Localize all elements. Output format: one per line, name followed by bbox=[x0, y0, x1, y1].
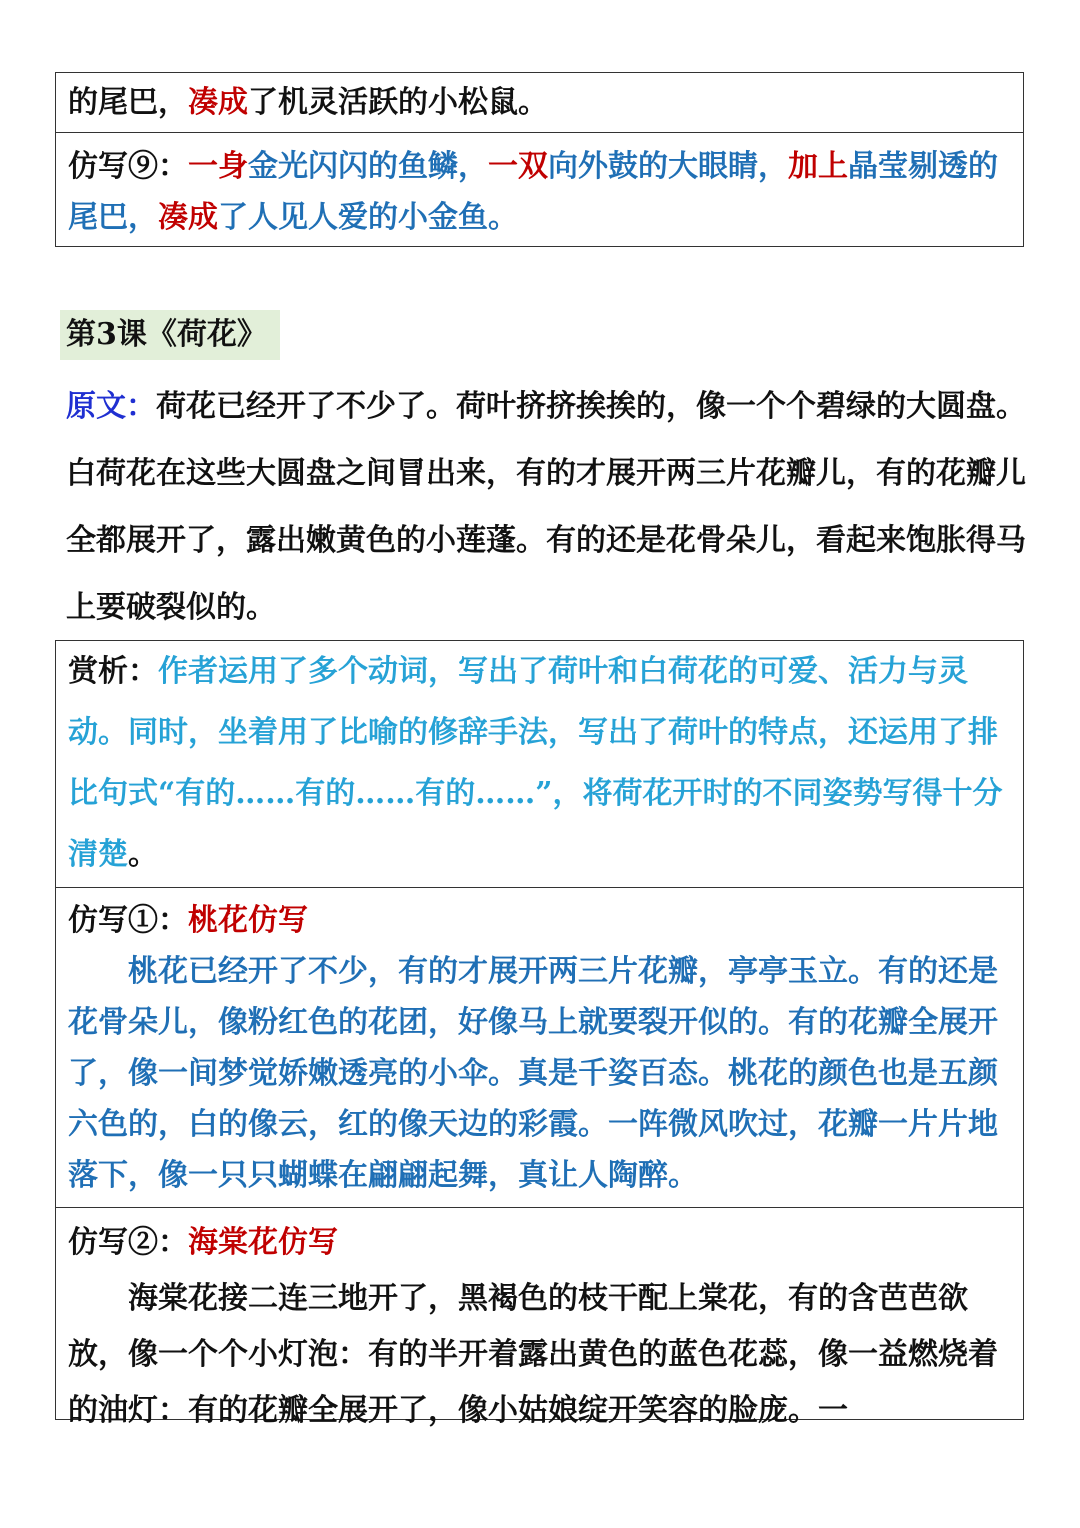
imitation-2 bbox=[56, 1207, 1023, 1439]
imitation-2-text: 海棠花接二连三地开了，黑褐色的枝干配上棠花，有的含芭芭欲放，像一个个小灯泡：有的半开着露出黄色的蓝色花蕊，像一益燃烧着的油灯：有的花瓣全展开了，像小姑娘绽开笑容的脸庞。一 bbox=[68, 1281, 998, 1428]
top-table bbox=[55, 72, 1024, 247]
analysis-label: 赏析： bbox=[68, 654, 158, 689]
imitation-2-heading bbox=[68, 1215, 1011, 1271]
analysis-cell bbox=[56, 641, 1023, 887]
table-row bbox=[56, 73, 1023, 132]
seg: 晶莹剔透的尾巴， bbox=[68, 149, 998, 235]
imitation-1-text: 桃花已经开了不少，有的才展开两三片花瓣，亭亭玉立。有的还是花骨朵儿，像粉红色的花团，好像马上就要裂开似的。有的花瓣全展开了，像一间梦觉娇嫩透亮的小伞。真是千姿百态。桃花的颜色也是五颜六色的，白的像云，红的像天边的彩霞。一阵微风吹过，花瓣一片片地落下，像一只只蝴蝶在翩翩起舞，真让人陶醉。 bbox=[68, 954, 998, 1193]
seg: 一双 bbox=[488, 149, 548, 184]
imitation-1-heading bbox=[68, 895, 1011, 946]
imitation-label: 仿写②： bbox=[68, 1225, 188, 1260]
original-text: 荷花已经开了不少了。荷叶挤挤挨挨的，像一个个碧绿的大圆盘。白荷花在这些大圆盘之间冒出来，有的才展开两三片花瓣儿，有的花瓣儿全都展开了，露出嫩黄色的小莲蓬。有的还是花骨朵儿，看起来饱胀得马上要破裂似的。 bbox=[66, 389, 1026, 625]
imitation-title: 海棠花仿写 bbox=[188, 1225, 338, 1260]
row-text-b: 凑成 bbox=[188, 85, 248, 120]
imitation-label: 仿写⑨： bbox=[68, 149, 188, 184]
imitation-title: 桃花仿写 bbox=[188, 903, 308, 938]
seg: 金光闪闪的鱼鳞， bbox=[248, 149, 488, 184]
imitation-label: 仿写①： bbox=[68, 903, 188, 938]
imitation-1 bbox=[56, 887, 1023, 1207]
seg: 了人见人爱的小金鱼。 bbox=[218, 200, 518, 235]
seg: 向外鼓的大眼睛， bbox=[548, 149, 788, 184]
analysis-end: 。 bbox=[128, 837, 158, 872]
original-paragraph bbox=[66, 373, 1028, 641]
seg: 加上 bbox=[788, 149, 848, 184]
seg: 一身 bbox=[188, 149, 248, 184]
row-text-c: 了机灵活跃的小松鼠。 bbox=[248, 85, 548, 120]
original-label: 原文： bbox=[66, 389, 156, 424]
imitation-9 bbox=[56, 132, 1023, 243]
analysis-text: 作者运用了多个动词，写出了荷叶和白荷花的可爱、活力与灵动。同时，坐着用了比喻的修辞手法，写出了荷叶的特点，还运用了排比句式“有的……有的……有的……”，将荷花开时的不同姿势写得十分清楚 bbox=[68, 654, 1003, 872]
seg: 凑成 bbox=[158, 200, 218, 235]
analysis-table bbox=[55, 640, 1024, 1428]
row-text-a: 的尾巴， bbox=[68, 85, 188, 120]
lesson-heading: 第3课《荷花》 bbox=[60, 310, 280, 360]
